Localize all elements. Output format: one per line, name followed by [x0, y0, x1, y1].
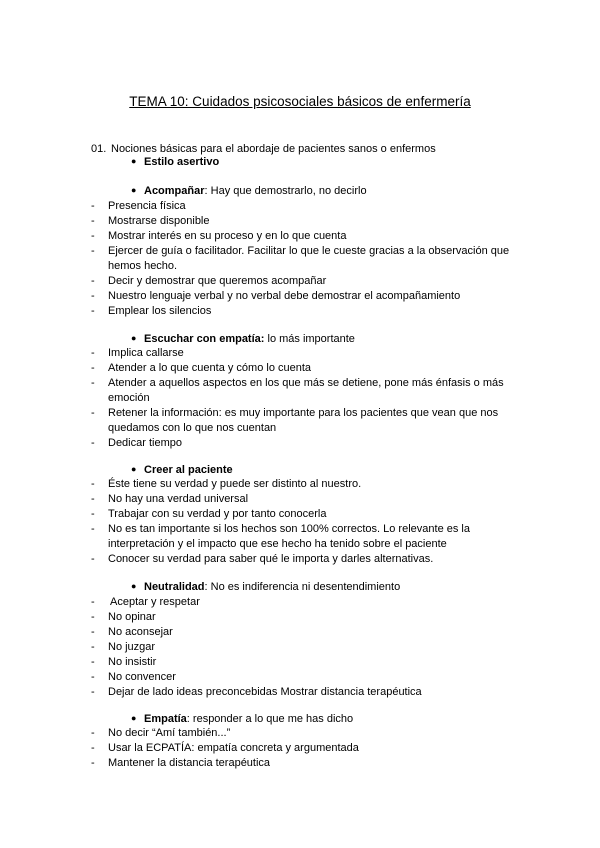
dash-icon: - [91, 523, 95, 535]
document-title: TEMA 10: Cuidados psicosociales básicos de enfermería [129, 94, 471, 109]
list-acompanar [0, 199, 528, 319]
dash-icon: - [91, 200, 95, 212]
list-item: - Dejar de lado ideas preconcebidas Mostrar distancia terapéutica [91, 686, 422, 698]
list-item: - Trabajar con su verdad y por tanto conocerla [91, 508, 327, 520]
list-item: - Usar la ECPATÍA: empatía concreta y argumentada [91, 742, 359, 754]
section-heading-creer-al-paciente [131, 463, 233, 477]
dash-icon: - [91, 377, 95, 389]
dash-icon: - [91, 362, 95, 374]
list-item: - Implica callarse [91, 347, 184, 359]
list-item: - Nuestro lenguaje verbal y no verbal debe demostrar el acompañamiento [91, 290, 461, 302]
heading-bold: Creer al paciente [144, 464, 233, 476]
intro-number: 01. [91, 143, 107, 155]
list-item: - Conocer su verdad para saber qué le importa y darles alternativas. [91, 553, 434, 565]
list-item: - Mostrar interés en su proceso y en lo que cuenta [91, 230, 347, 242]
list-item: - Emplear los silencios [91, 305, 212, 317]
dash-icon: - [91, 742, 95, 754]
dash-icon: - [91, 493, 95, 505]
dash-icon: - [91, 611, 95, 623]
dash-icon: - [91, 290, 95, 302]
list-item: - Aceptar y respetar [91, 596, 200, 608]
bullet-icon: ● [131, 581, 137, 591]
bullet-icon: ● [131, 713, 137, 723]
list-escuchar [0, 346, 528, 451]
dash-icon: - [91, 215, 95, 227]
dash-icon: - [91, 596, 95, 608]
heading-bold: Escuchar con empatía: [144, 333, 265, 345]
heading-bold: Acompañar [144, 185, 205, 197]
heading-bold: Neutralidad [144, 581, 205, 593]
section-heading-empatia [131, 712, 353, 726]
list-item: - Decir y demostrar que queremos acompañar [91, 275, 327, 287]
dash-icon: - [91, 641, 95, 653]
list-item: - No decir “Amí también...” [91, 727, 231, 739]
dash-icon: - [91, 407, 95, 419]
list-item: - No aconsejar [91, 626, 173, 638]
section-heading-acompanar [131, 184, 367, 198]
list-item: - Dedicar tiempo [91, 437, 182, 449]
list-item: - Mostrarse disponible [91, 215, 210, 227]
section-heading-estilo-asertivo [131, 155, 219, 169]
list-creer [0, 477, 528, 567]
dash-icon: - [91, 347, 95, 359]
dash-icon: - [91, 305, 95, 317]
list-item: - Retener la información: es muy importante para los pacientes que vean que nos quedamos con lo que nos cuentan [91, 407, 499, 434]
heading-rest: : No es indiferencia ni desentendimiento [204, 581, 401, 593]
dash-icon: - [91, 553, 95, 565]
dash-icon: - [91, 626, 95, 638]
list-item: - Presencia física [91, 200, 186, 212]
bullet-icon: ● [131, 185, 137, 195]
dash-icon: - [91, 727, 95, 739]
bullet-icon: ● [131, 464, 137, 474]
bullet-icon: ● [131, 333, 137, 343]
dash-icon: - [91, 245, 95, 257]
section-heading-neutralidad [131, 580, 400, 594]
list-neutralidad [0, 595, 530, 700]
list-item: - Ejercer de guía o facilitador. Facilitar lo que le cueste gracias a la observación que hemos hecho. [91, 245, 510, 272]
heading-rest: : responder a lo que me has dicho [186, 713, 354, 725]
list-empatia [0, 726, 528, 771]
list-item: - Éste tiene su verdad y puede ser distinto al nuestro. [91, 478, 362, 490]
list-item: - Mantener la distancia terapéutica [91, 757, 271, 769]
heading-bold: Estilo asertivo [144, 156, 220, 168]
dash-icon: - [91, 757, 95, 769]
list-item: - No insistir [91, 656, 157, 668]
dash-icon: - [91, 275, 95, 287]
intro-text: Nociones básicas para el abordaje de pacientes sanos o enfermos [111, 143, 436, 155]
dash-icon: - [91, 478, 95, 490]
dash-icon: - [91, 230, 95, 242]
heading-rest: : Hay que demostrarlo, no decirlo [204, 185, 367, 197]
heading-bold: Empatía [144, 713, 187, 725]
list-item: - No hay una verdad universal [91, 493, 249, 505]
list-item: - No es tan importante si los hechos son 100% correctos. Lo relevante es la interpretación y el impacto que ese hecho ha tenido sobre el paciente [91, 523, 470, 550]
dash-icon: - [91, 437, 95, 449]
dash-icon: - [91, 686, 95, 698]
dash-icon: - [91, 508, 95, 520]
section-heading-escuchar-con-empatia [131, 332, 355, 346]
bullet-icon: ● [131, 156, 137, 166]
list-item: - No opinar [91, 611, 156, 623]
list-item: - No convencer [91, 671, 176, 683]
list-item: - Atender a lo que cuenta y cómo lo cuenta [91, 362, 312, 374]
dash-icon: - [91, 671, 95, 683]
list-item: - No juzgar [91, 641, 156, 653]
list-item: - Atender a aquellos aspectos en los que más se detiene, pone más énfasis o más emoción [91, 377, 504, 404]
heading-rest: lo más importante [264, 333, 355, 345]
dash-icon: - [91, 656, 95, 668]
